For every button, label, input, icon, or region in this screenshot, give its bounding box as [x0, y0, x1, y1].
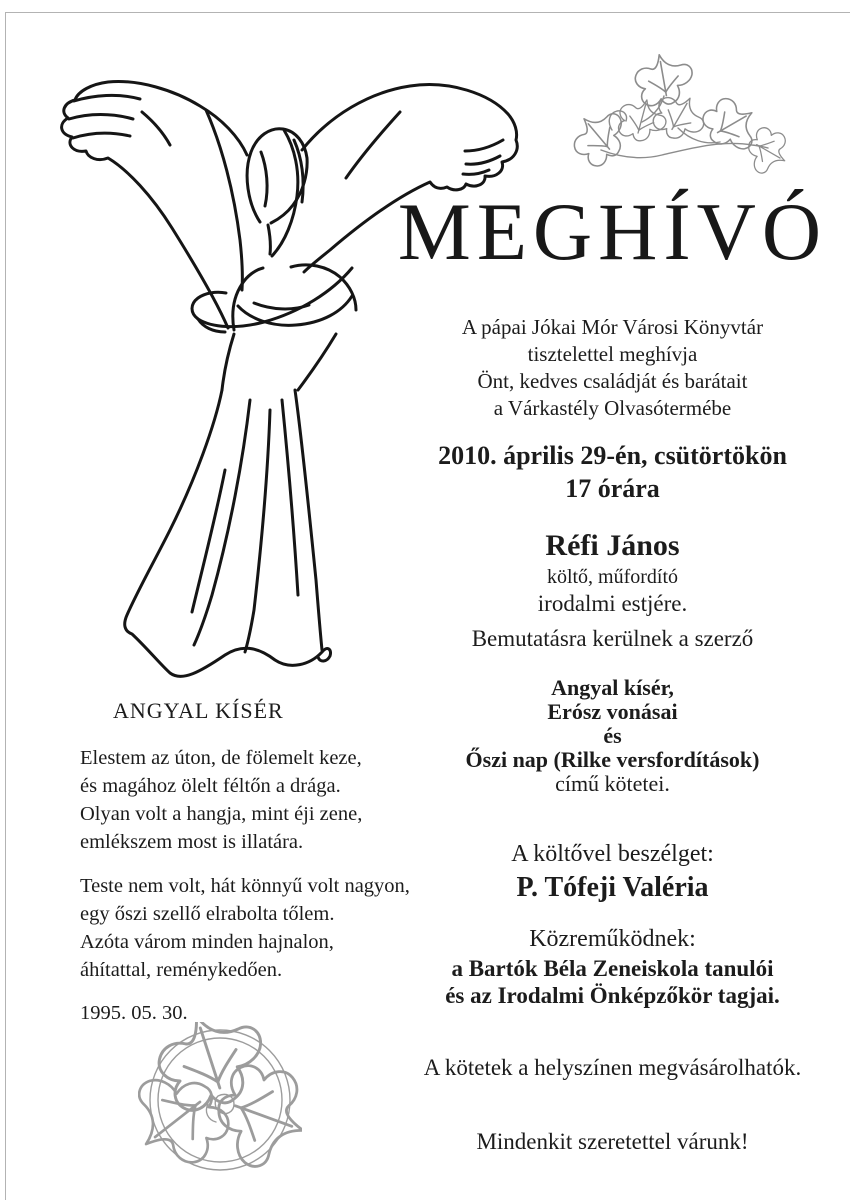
poem-line: és magához ölelt féltőn a drága. [80, 775, 341, 797]
page-border-top [5, 12, 850, 13]
interviewer-block [390, 839, 835, 906]
page-border-left [5, 12, 6, 1200]
author-name: Réfi János [545, 529, 680, 562]
ivy-vine-illustration [558, 52, 802, 178]
interviewer-name: P. Tófeji Valéria [516, 872, 709, 903]
book-title: Őszi nap (Rilke versfordítások) [465, 747, 760, 772]
ivy-stem [601, 143, 768, 157]
event-date: 2010. április 29-én, csütörtökön [438, 441, 787, 470]
poem-stanza [80, 744, 410, 856]
poem-line: Teste nem volt, hát könnyű volt nagyon, [80, 875, 410, 897]
leaf-rosette-illustration [138, 1022, 302, 1178]
contributor-line: és az Irodalmi Önképzőkör tagjai. [445, 983, 780, 1008]
poem-line: áhítattal, reménykedően. [80, 959, 283, 981]
intro-line: Önt, kedves családját és barátait [477, 369, 748, 393]
sales-note: A kötetek a helyszínen megvásárolhatók. [423, 1055, 802, 1080]
intro-text [390, 314, 835, 422]
intro-line: A pápai Jókai Mór Városi Könyvtár [461, 315, 764, 339]
poem-line: Elestem az úton, de fölemelt keze, [80, 747, 362, 769]
page-title: MEGHÍVÓ [397, 186, 828, 277]
poem-line: Azóta várom minden hajnalon, [80, 931, 334, 953]
poem-line: egy őszi szellő elrabolta tőlem. [80, 903, 335, 925]
poem-line: Olyan volt a hangja, mint éji zene, [80, 803, 363, 825]
poem-text [80, 744, 410, 1027]
book-title: Angyal kísér, [551, 675, 674, 700]
closing-line: Mindenkit szeretettel várunk! [476, 1129, 749, 1154]
book-list-suffix: című kötetei. [555, 771, 670, 796]
contributor-line: a Bartók Béla Zeneiskola tanulói [451, 956, 774, 981]
event-time: 17 órára [565, 474, 660, 503]
interviewer-label: A költővel beszélget: [511, 841, 714, 867]
author-role: költő, műfordító [546, 566, 679, 588]
event-datetime [390, 439, 835, 505]
poem-title: ANGYAL KÍSÉR [113, 698, 284, 723]
intro-line: tisztelettel meghívja [527, 342, 698, 366]
poem-line: emlékszem most is illatára. [80, 831, 304, 853]
poem-date: 1995. 05. 30. [80, 1002, 188, 1024]
book-list-conjunction: és [603, 723, 622, 748]
intro-line: a Várkastély Olvasótermébe [493, 396, 732, 420]
contributors-block [390, 924, 835, 1009]
presentation-intro: Bemutatásra kerülnek a szerző [471, 626, 754, 651]
book-title: Erósz vonásai [547, 699, 678, 724]
contributors-label: Közreműködnek: [529, 926, 696, 952]
book-list [390, 676, 835, 796]
poem-stanza [80, 872, 410, 984]
event-type: irodalmi estjére. [537, 591, 688, 616]
author-block [390, 528, 835, 618]
